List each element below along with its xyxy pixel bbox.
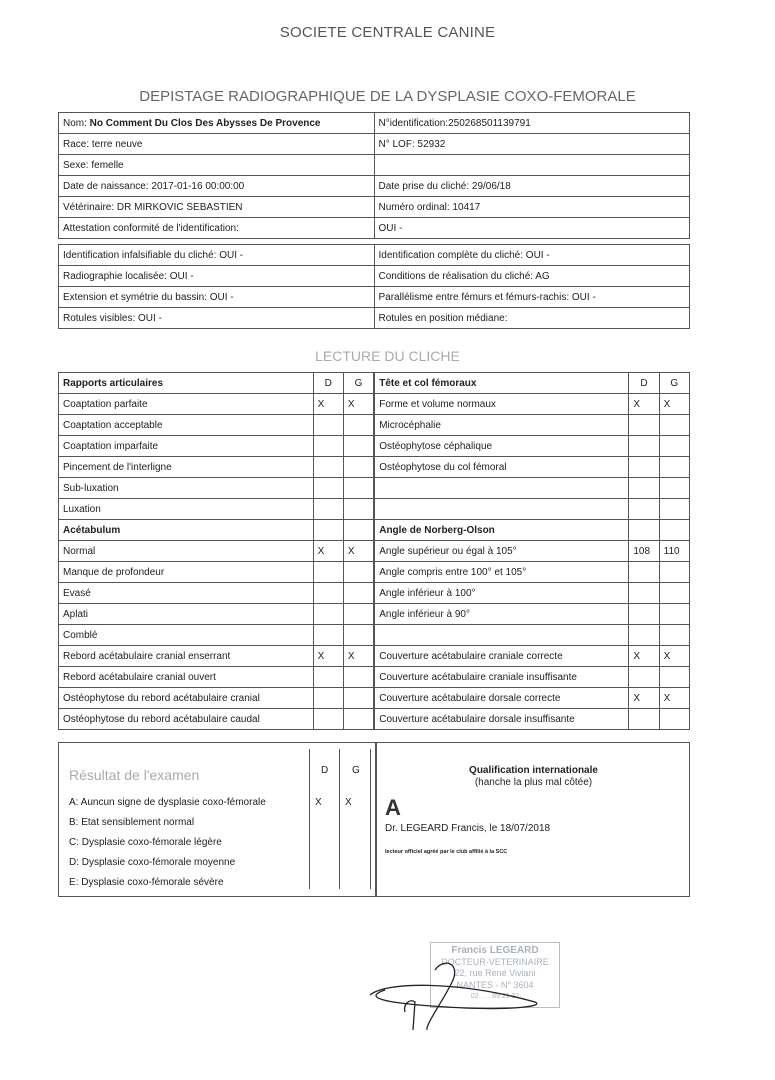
lecture-left-label: Aplati (59, 604, 314, 625)
lecture-right-label (374, 478, 629, 499)
field-value: femelle (91, 159, 124, 171)
lecture-row (59, 457, 690, 478)
field-label: Sexe: (63, 159, 92, 171)
lecture-section-header: Acétabulum (59, 520, 314, 541)
lecture-right-d-mark (629, 625, 659, 646)
identification-left-cell (59, 176, 375, 197)
lecture-right-label: Microcéphalie (374, 415, 629, 436)
lecture-left-label: Pincement de l'interligne (59, 457, 314, 478)
lecture-row (59, 520, 690, 541)
result-g-mark: X (345, 797, 352, 808)
lecture-left-g-mark (343, 604, 374, 625)
lecture-left-g-mark (343, 457, 374, 478)
lecture-left-label: Manque de profondeur (59, 562, 314, 583)
lecture-left-g-mark (343, 499, 374, 520)
result-option: D: Dysplasie coxo-fémorale moyenne (69, 857, 236, 868)
lecture-row (59, 604, 690, 625)
lecture-row (59, 541, 690, 562)
lecture-row (59, 394, 690, 415)
lecture-right-d-mark: D (629, 373, 659, 394)
identification-right-cell: N° LOF: 52932 (374, 134, 690, 155)
lecture-right-d-mark (629, 667, 659, 688)
lecture-right-d-mark (629, 604, 659, 625)
lecture-row (59, 499, 690, 520)
qualification-subtitle: (hanche la plus mal côtée) (474, 777, 593, 788)
lecture-right-d-mark: X (629, 646, 659, 667)
lecture-left-g-mark (343, 436, 374, 457)
conditions-right-cell: Identification complète du cliché: OUI - (374, 245, 690, 266)
lecture-right-g-mark: X (659, 394, 689, 415)
identification-left-cell (59, 218, 375, 239)
result-option: C: Dysplasie coxo-fémorale légère (69, 837, 222, 848)
lecture-left-d-mark: X (313, 646, 343, 667)
conditions-right-cell: Parallélisme entre fémurs et fémurs-rachis: OUI - (374, 287, 690, 308)
result-col-g: G (352, 765, 360, 776)
lecture-left-d-mark (313, 688, 343, 709)
lecture-left-d-mark (313, 625, 343, 646)
conditions-table (58, 244, 690, 329)
lecture-row (59, 709, 690, 730)
result-option: E: Dysplasie coxo-fémorale sévère (69, 877, 224, 888)
lecture-left-d-mark: D (313, 373, 343, 394)
divider (339, 749, 340, 889)
conditions-row (59, 308, 690, 329)
qualification-grade: A (385, 795, 401, 820)
lecture-right-g-mark (659, 457, 689, 478)
lecture-row (59, 688, 690, 709)
result-title: Résultat de l'examen (69, 767, 200, 783)
lecture-section-title: LECTURE DU CLICHE (315, 348, 460, 364)
lecture-right-label: Ostéophytose du col fémoral (374, 457, 629, 478)
field-label: Date de naissance: (63, 180, 152, 192)
lecture-right-label (374, 499, 629, 520)
field-label: Nom: (63, 117, 90, 129)
lecture-left-label: Luxation (59, 499, 314, 520)
lecture-left-label: Rebord acétabulaire cranial ouvert (59, 667, 314, 688)
lecture-left-label: Ostéophytose du rebord acétabulaire caudal (59, 709, 314, 730)
lecture-left-d-mark: X (313, 394, 343, 415)
lecture-right-label: Couverture acétabulaire dorsale insuffisante (374, 709, 629, 730)
identification-row (59, 155, 690, 176)
identification-left-cell (59, 155, 375, 176)
lecture-left-label: Rebord acétabulaire cranial enserrant (59, 646, 314, 667)
conditions-left-cell: Identification infalsifiable du cliché: OUI - (59, 245, 375, 266)
lecture-right-label (374, 625, 629, 646)
lecture-section-header: Angle de Norberg-Olson (374, 520, 629, 541)
lecture-right-label: Angle compris entre 100° et 105° (374, 562, 629, 583)
identification-left-cell (59, 197, 375, 218)
identification-left-cell (59, 113, 375, 134)
qualification-panel (375, 743, 690, 896)
lecture-section-header: Tête et col fémoraux (374, 373, 629, 394)
lecture-right-g-mark (659, 478, 689, 499)
lecture-right-g-mark (659, 415, 689, 436)
lecture-left-d-mark (313, 520, 343, 541)
stamp-title: DOCTEUR-VETERINAIRE (441, 956, 549, 967)
lecture-left-label: Comblé (59, 625, 314, 646)
identification-row (59, 218, 690, 239)
signature-icon (365, 950, 565, 1030)
lecture-right-g-mark (659, 436, 689, 457)
lecture-row (59, 667, 690, 688)
organization-title: SOCIETE CENTRALE CANINE (279, 24, 496, 41)
identification-right-cell (374, 155, 690, 176)
lecture-right-g-mark (659, 604, 689, 625)
lecture-right-g-mark: 110 (659, 541, 689, 562)
lecture-right-d-mark (629, 709, 659, 730)
lecture-right-g-mark (659, 520, 689, 541)
result-option: B: Etat sensiblement normal (69, 817, 195, 828)
lecture-row (59, 436, 690, 457)
lecture-left-g-mark: X (343, 646, 374, 667)
lecture-left-g-mark (343, 709, 374, 730)
lecture-left-g-mark (343, 583, 374, 604)
divider (309, 749, 310, 889)
result-section (58, 742, 690, 897)
lecture-left-label: Sub-luxation (59, 478, 314, 499)
lecture-row (59, 415, 690, 436)
conditions-left-cell: Extension et symétrie du bassin: OUI - (59, 287, 375, 308)
field-value: terre neuve (91, 138, 143, 150)
lecture-right-g-mark: X (659, 646, 689, 667)
lecture-right-d-mark: 108 (629, 541, 659, 562)
identification-right-cell: Date prise du cliché: 29/06/18 (374, 176, 690, 197)
identification-row (59, 197, 690, 218)
lecture-row (59, 625, 690, 646)
lecture-right-d-mark (629, 520, 659, 541)
lecture-left-d-mark (313, 436, 343, 457)
lecture-right-label: Ostéophytose céphalique (374, 436, 629, 457)
lecture-left-g-mark: X (343, 394, 374, 415)
field-label: Race: (63, 138, 92, 150)
lecture-row (59, 478, 690, 499)
identification-left-cell (59, 134, 375, 155)
lecture-left-label: Coaptation acceptable (59, 415, 314, 436)
lecture-left-label: Normal (59, 541, 314, 562)
lecture-left-g-mark (343, 520, 374, 541)
lecture-right-g-mark: X (659, 688, 689, 709)
result-left-panel (59, 743, 375, 896)
lecture-row (59, 562, 690, 583)
lecture-left-g-mark: G (343, 373, 374, 394)
lecture-right-g-mark: G (659, 373, 689, 394)
lecture-right-d-mark: X (629, 394, 659, 415)
lecture-right-d-mark (629, 436, 659, 457)
lecture-left-g-mark (343, 667, 374, 688)
lecture-right-label: Couverture acétabulaire craniale correcte (374, 646, 629, 667)
stamp-phone: 02 . . . 89 21 32 (470, 993, 520, 1000)
lecture-right-g-mark (659, 583, 689, 604)
lecture-right-d-mark (629, 457, 659, 478)
lecture-right-g-mark (659, 667, 689, 688)
lecture-right-label: Forme et volume normaux (374, 394, 629, 415)
lecture-right-g-mark (659, 625, 689, 646)
lecture-left-label: Coaptation parfaite (59, 394, 314, 415)
lecture-right-g-mark (659, 499, 689, 520)
conditions-row (59, 266, 690, 287)
lecture-right-d-mark (629, 562, 659, 583)
identification-row (59, 113, 690, 134)
lecture-right-label: Angle supérieur ou égal à 105° (374, 541, 629, 562)
identification-row (59, 134, 690, 155)
field-value: No Comment Du Clos Des Abysses De Provence (89, 117, 321, 129)
lecture-row (59, 373, 690, 394)
lecture-left-d-mark (313, 457, 343, 478)
stamp-city: NANTES - N° 3604 (456, 979, 534, 990)
field-label: Vétérinaire: (63, 201, 117, 213)
identification-right-cell: OUI - (374, 218, 690, 239)
field-value: 2017-01-16 00:00:00 (151, 180, 245, 192)
stamp-address: 22, rue René Viviani (454, 968, 536, 978)
lecture-table (58, 372, 690, 730)
lecture-right-g-mark (659, 709, 689, 730)
document-title: DEPISTAGE RADIOGRAPHIQUE DE LA DYSPLASIE COXO-FEMORALE (139, 88, 636, 105)
lecture-right-d-mark (629, 415, 659, 436)
lecture-left-g-mark (343, 688, 374, 709)
lecture-right-d-mark (629, 583, 659, 604)
conditions-row (59, 287, 690, 308)
lecture-left-g-mark: X (343, 541, 374, 562)
qualification-title: Qualification internationale (469, 765, 598, 776)
lecture-right-g-mark (659, 562, 689, 583)
lecture-left-g-mark (343, 625, 374, 646)
lecture-left-d-mark (313, 583, 343, 604)
identification-table (58, 112, 690, 239)
reader-note: lecteur officiel agréé par le club affilié à la SCC (385, 849, 508, 855)
lecture-left-d-mark (313, 499, 343, 520)
lecture-right-label: Couverture acétabulaire craniale insuffisante (374, 667, 629, 688)
conditions-right-cell: Conditions de réalisation du cliché: AG (374, 266, 690, 287)
lecture-right-d-mark (629, 499, 659, 520)
lecture-right-label: Angle inférieur à 100° (374, 583, 629, 604)
field-label: Attestation conformité de l'identification: (63, 222, 239, 234)
divider (370, 749, 371, 889)
conditions-right-cell: Rotules en position médiane: (374, 308, 690, 329)
conditions-row (59, 245, 690, 266)
lecture-left-g-mark (343, 562, 374, 583)
result-d-mark: X (315, 797, 322, 808)
field-value: DR MIRKOVIC SEBASTIEN (116, 201, 243, 213)
lecture-right-d-mark (629, 478, 659, 499)
lecture-right-label: Angle inférieur à 90° (374, 604, 629, 625)
reader-signature-line: Dr. LEGEARD Francis, le 18/07/2018 (385, 823, 551, 834)
lecture-left-d-mark (313, 562, 343, 583)
lecture-left-d-mark (313, 709, 343, 730)
lecture-right-d-mark: X (629, 688, 659, 709)
lecture-section-header: Rapports articulaires (59, 373, 314, 394)
lecture-left-d-mark (313, 604, 343, 625)
result-option: A: Auncun signe de dysplasie coxo-fémorale (69, 797, 266, 808)
lecture-left-label: Coaptation imparfaite (59, 436, 314, 457)
lecture-left-label: Evasé (59, 583, 314, 604)
lecture-left-g-mark (343, 478, 374, 499)
lecture-row (59, 583, 690, 604)
lecture-left-d-mark (313, 415, 343, 436)
identification-right-cell: N°identification:250268501139791 (374, 113, 690, 134)
identification-right-cell: Numéro ordinal: 10417 (374, 197, 690, 218)
conditions-left-cell: Rotules visibles: OUI - (59, 308, 375, 329)
lecture-left-g-mark (343, 415, 374, 436)
identification-row (59, 176, 690, 197)
lecture-left-d-mark (313, 478, 343, 499)
lecture-left-label: Ostéophytose du rebord acétabulaire cranial (59, 688, 314, 709)
conditions-left-cell: Radiographie localisée: OUI - (59, 266, 375, 287)
lecture-right-label: Couverture acétabulaire dorsale correcte (374, 688, 629, 709)
lecture-left-d-mark: X (313, 541, 343, 562)
lecture-left-d-mark (313, 667, 343, 688)
result-col-d: D (321, 765, 329, 776)
lecture-row (59, 646, 690, 667)
stamp-name: Francis LEGEARD (451, 945, 539, 956)
